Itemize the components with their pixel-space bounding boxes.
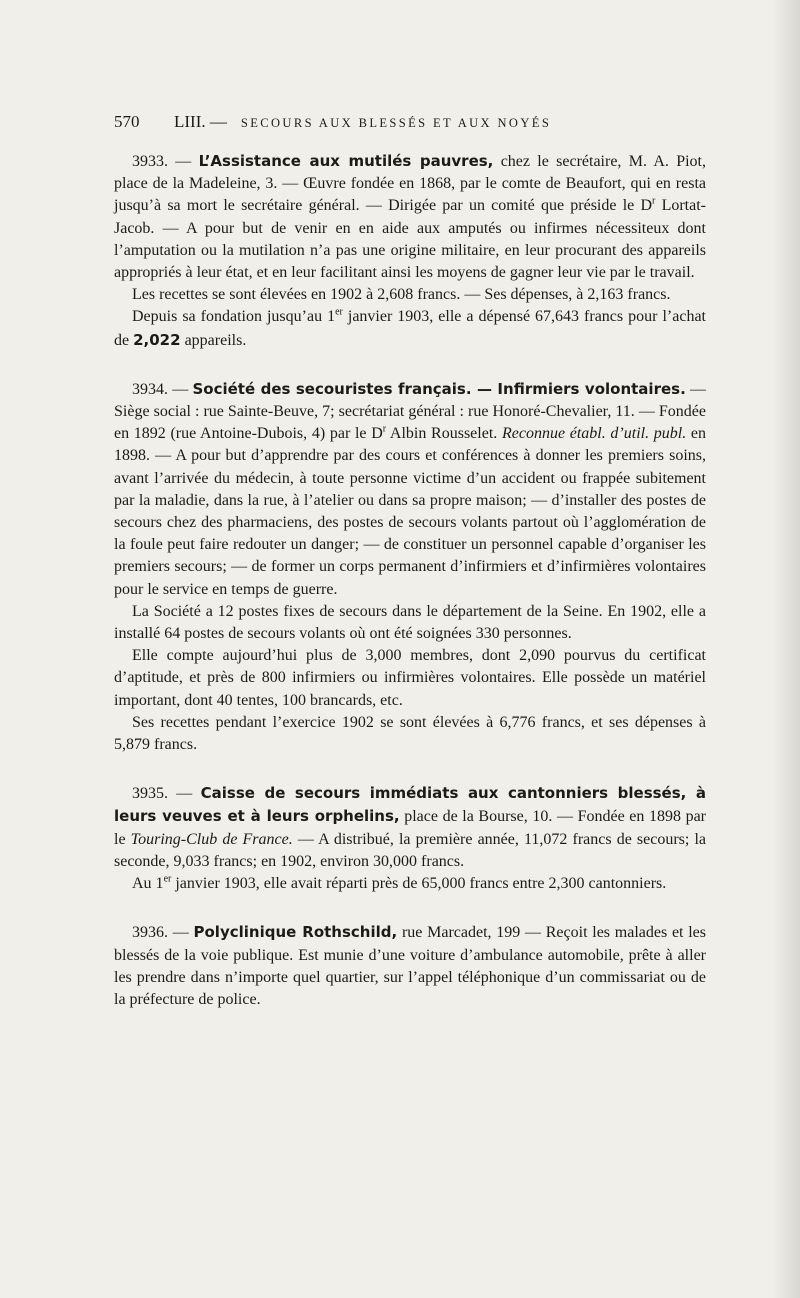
entry-heading: Société des secouristes français. — Infirmiers volontaires. [192, 379, 686, 398]
entry-3934 [114, 378, 706, 756]
entry-paragraph [114, 921, 706, 1011]
entry-number: 3933. — [132, 153, 192, 170]
superscript: er [163, 873, 172, 885]
entry-paragraph [114, 306, 706, 351]
entry-3936 [114, 921, 706, 1011]
entry-paragraph: Elle compte aujourd’hui plus de 3,000 membres, dont 2,090 pourvus du certificat d’aptitude, et près de 800 infirmiers ou infirmières volontaires. Elle possède un matériel important, dont 40 tentes, 100 brancards, etc. [114, 647, 706, 709]
entry-text: en 1898. — A pour but d’apprendre par des cours et conférences à donner les premiers soins, avant l’arrivée du médecin, à toute personne victime d’un accident ou frappée subitement par la maladie, dans la rue, à l’atelier ou dans sa propre maison; — d’installer des postes de secours chez des pharmaciens, des postes de secours volants partout où l’agglomération de la foule peut faire redouter un danger; — de constituer un personnel capable d’organiser les premiers secours; — de former un corps permanent d’infirmiers et d’infirmières volontaires pour le service en temps de guerre. [114, 425, 707, 598]
entry-text: janvier 1903, elle a dépensé 67,643 francs pour l’achat de [114, 308, 706, 349]
entry-text: Lortat-Jacob. — A pour but de venir en en aide aux amputés ou infirmes nécessiteux dont l’amputation ou la mutilation n’a pas une origine militaire, en leur procurant des appareils appropriés à leur état, et en leur facilitant ainsi les moyens de gagner leur vie par le travail. [114, 197, 707, 282]
page-number: 570 [114, 112, 140, 131]
entry-text: chez le secrétaire, M. A. Piot, place de la Madeleine, 3. — Œuvre fondée en 1868, par le comte de Beaufort, qui en resta jusqu’à sa mort le secrétaire général. — Dirigée par un comité que préside le D [114, 153, 706, 215]
page-gutter-shadow [772, 0, 800, 1298]
entry-text: janvier 1903, elle avait réparti près de 65,000 francs entre 2,300 cantonniers. [171, 875, 667, 893]
italic-text: Reconnue établ. d’util. publ. [501, 425, 687, 443]
chapter-number: LIII. — [174, 112, 227, 131]
entry-paragraph [114, 150, 706, 284]
running-header [114, 112, 706, 132]
italic-text: Touring-Club de France. [130, 830, 293, 848]
entry-number: 3934. — [132, 380, 189, 398]
entry-number: 3935. — [132, 785, 193, 803]
bold-number: 2,022 [133, 330, 181, 349]
superscript: r [652, 196, 656, 208]
entry-heading: Caisse de secours immédiats aux cantonniers blessés, à leurs veuves et à leurs orphelins, [114, 784, 707, 826]
entry-paragraph: Les recettes se sont élevées en 1902 à 2,608 francs. — Ses dépenses, à 2,163 francs. [132, 286, 671, 304]
entry-text: Albin Rousselet. [386, 425, 502, 443]
entry-paragraph [114, 782, 706, 873]
entry-text: rue Marcadet, 199 — Reçoit les malades et les blessés de la voie publique. Est munie d’une voiture d’ambulance automobile, prête à aller les prendre dans n’importe quel quartier, sur l’appel téléphonique d’un commissariat ou de la préfecture de police. [114, 924, 707, 1008]
entry-paragraph [114, 873, 706, 895]
superscript: r [382, 423, 387, 435]
entry-text: place de la Bourse, 10. — Fondée en 1898 par le [114, 808, 707, 848]
book-page [114, 112, 706, 1037]
entry-text: Au 1 [132, 875, 164, 893]
entry-paragraph: La Société a 12 postes fixes de secours dans le département de la Seine. En 1902, elle a installé 64 postes de secours volants où ont été soignées 330 personnes. [114, 602, 706, 643]
entry-3935 [114, 782, 706, 895]
entry-number: 3936. — [132, 924, 189, 942]
entry-text: Depuis sa fondation jusqu’au 1 [132, 308, 336, 326]
entry-paragraph: Ses recettes pendant l’exercice 1902 se sont élevées à 6,776 francs, et ses dépenses à 5,879 francs. [114, 713, 706, 754]
entry-heading: Polyclinique Rothschild, [193, 923, 398, 942]
entry-paragraph [114, 378, 706, 601]
entry-3933 [114, 150, 706, 352]
entry-text: appareils. [180, 331, 247, 349]
entry-text: — Siège social : rue Sainte-Beuve, 7; secrétariat général : rue Honoré-Chevalier, 11. — Fondée en 1892 (rue Antoine-Dubois, 4) par le D [114, 380, 707, 443]
superscript: er [335, 307, 343, 319]
entry-text: — A distribué, la première année, 11,072 francs de secours; la seconde, 9,033 francs; en 1902, environ 30,000 francs. [114, 830, 706, 870]
chapter-title: SECOURS AUX BLESSÉS ET AUX NOYÉS [240, 116, 552, 130]
entry-heading: L’Assistance aux mutilés pauvres, [198, 152, 494, 170]
